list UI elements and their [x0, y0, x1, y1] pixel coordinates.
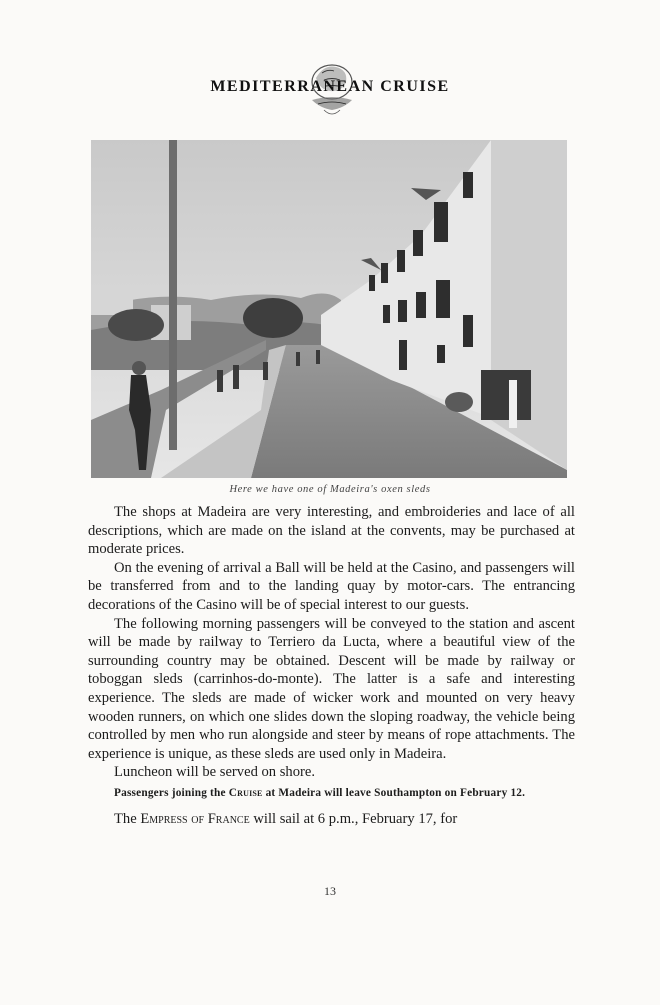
paragraph-railway: The following morning passengers will be conveyed to the station and ascent will be made by railway to Terriero da Lucta, where a beautiful view of the surrounding country may be obtained. Descent will be made by railway or toboggan sleds (carrinhos-do-monte). The latter is a safe and interesting experience. The sleds are made of wicker work and mounted on very heavy wooden runners, on which one slides down the sloping roadway, the vehicle being controlled by men who run alongside and steer by means of rope attachments. The experience is unique, as these sleds are used only in Madeira. [88, 615, 575, 762]
page-number: 13 [324, 884, 336, 898]
note-text-start: Passengers joining the [114, 786, 229, 799]
body-text [88, 503, 575, 829]
sailing-line [88, 810, 575, 829]
running-header [0, 58, 660, 122]
sailing-ship-name: Empress of France [140, 810, 250, 827]
photo-caption: Here we have one of Madeira's oxen sleds [229, 484, 431, 495]
paragraph-ball: On the evening of arrival a Ball will be held at the Casino, and passengers will be transferred from and to the landing quay by motor-cars. The entrancing decorations of the Casino will be of special interest to our guests. [88, 559, 575, 613]
sailing-text-start: The [114, 810, 141, 827]
note-ship-name: Cruise [228, 786, 263, 799]
sailing-text-end: will sail at 6 p.m., February 17, for [249, 810, 458, 827]
page-header-title: MEDITERRANEAN CRUISE [210, 78, 450, 95]
madeira-street-photo [91, 140, 567, 478]
southampton-note [88, 787, 575, 800]
note-text-end: at Madeira will leave Southampton on February 12. [262, 786, 526, 799]
paragraph-shops: The shops at Madeira are very interesting, and embroideries and lace of all descriptions, which are made on the island at the convents, may be purchased at moderate prices. [88, 504, 575, 558]
paragraph-luncheon: Luncheon will be served on shore. [114, 764, 316, 781]
